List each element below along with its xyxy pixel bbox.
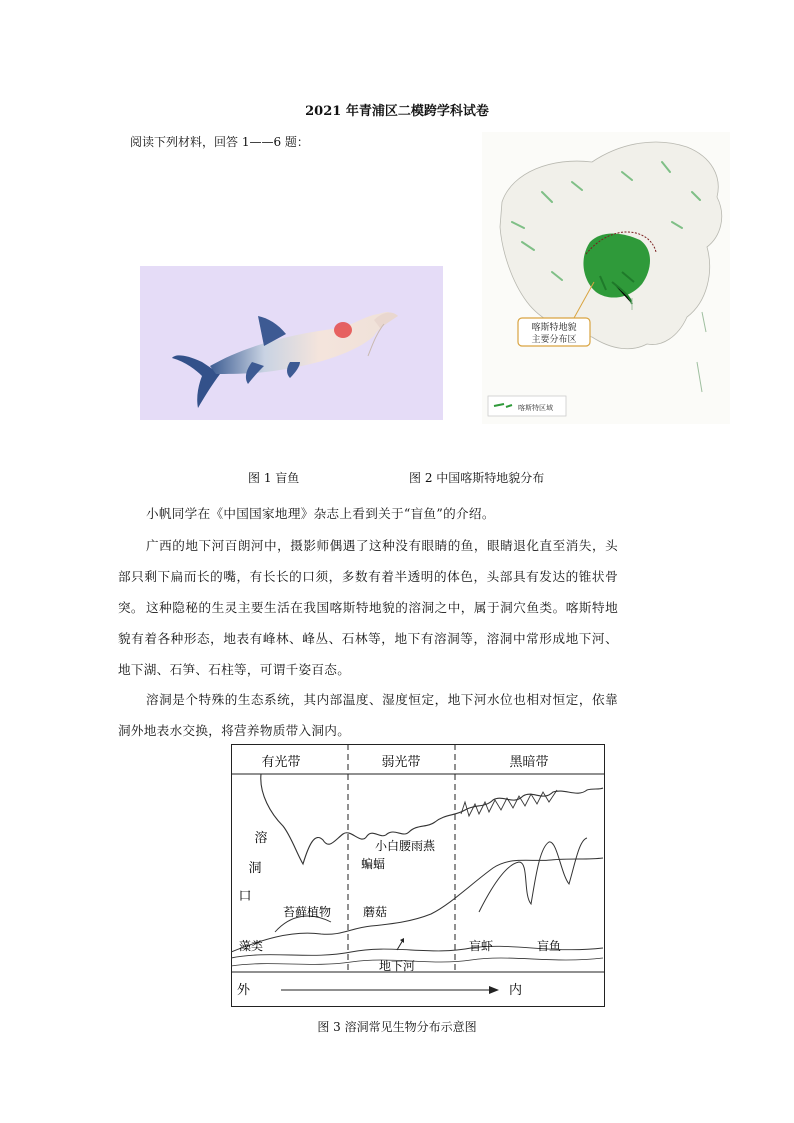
intro-text: 阅读下列材料，回答 1——6 题：: [130, 135, 309, 149]
map-legend-label: 喀斯特区域: [518, 404, 553, 412]
map-callout-line2: 主要分布区: [531, 335, 577, 345]
karst-distribution-map: [482, 132, 730, 424]
cave-diagram-svg: [231, 744, 605, 1007]
fig2-caption: 图 2 中国喀斯特地貌分布: [409, 471, 545, 485]
paragraph-2: 广西的地下河百朗河中，摄影师偶遇了这种没有眼睛的鱼，眼睛退化直至消失，头部只剩下扁而长的嘴，有长长的口须，多数有着半透明的体色，头部具有发达的锥状骨突。: [118, 538, 618, 615]
china-map-illustration: [482, 132, 730, 424]
organism-bat: 蝙蝠: [360, 857, 386, 871]
river-label: 地下河: [378, 959, 416, 973]
direction-in-label: 内: [509, 983, 523, 998]
fig3-caption: 图 3 溶洞常见生物分布示意图: [317, 1020, 477, 1034]
zone-label-dark: 黑暗带: [509, 755, 549, 770]
zone-label-light: 有光带: [261, 755, 301, 770]
direction-out-label: 外: [237, 983, 251, 998]
blind-fish-illustration: [140, 266, 443, 420]
cave-mouth-char-3: 口: [238, 889, 252, 904]
page-title: 2021 年青浦区二模跨学科试卷: [305, 104, 489, 119]
organism-mushroom: 蘑菇: [362, 905, 388, 919]
fig1-caption: 图 1 盲鱼: [248, 471, 300, 485]
paragraph-1: 小帆同学在《中国国家地理》杂志上看到关于“盲鱼”的介绍。: [146, 506, 495, 521]
paragraph-4: 溶洞是个特殊的生态系统，其内部温度、湿度恒定，地下河水位也相对恒定，依靠洞外地表水交换，将营养物质带入洞内。: [118, 692, 618, 738]
blind-fish-photo: [140, 266, 443, 420]
cave-mouth-char-1: 溶: [254, 831, 268, 846]
zone-label-dim: 弱光带: [381, 755, 421, 770]
map-callout-line1: 喀斯特地貌: [531, 323, 577, 333]
cave-mouth-char-2: 洞: [248, 861, 262, 876]
organism-blind-shrimp: 盲虾: [468, 939, 494, 953]
organism-swift: 小白腰雨燕: [374, 839, 436, 853]
organism-moss: 苔藓植物: [282, 905, 332, 919]
cave-ecosystem-diagram: [231, 744, 605, 1007]
organism-algae: 藻类: [238, 939, 264, 953]
paragraph-3: 这种隐秘的生灵主要生活在我国喀斯特地貌的溶洞之中，属于洞穴鱼类。喀斯特地貌有着各种形态，地表有峰林、峰丛、石林等，地下有溶洞等，溶洞中常形成地下河、地下湖、石笋、石柱等，可谓千姿百态。: [118, 600, 618, 677]
organism-blind-fish: 盲鱼: [536, 939, 562, 953]
